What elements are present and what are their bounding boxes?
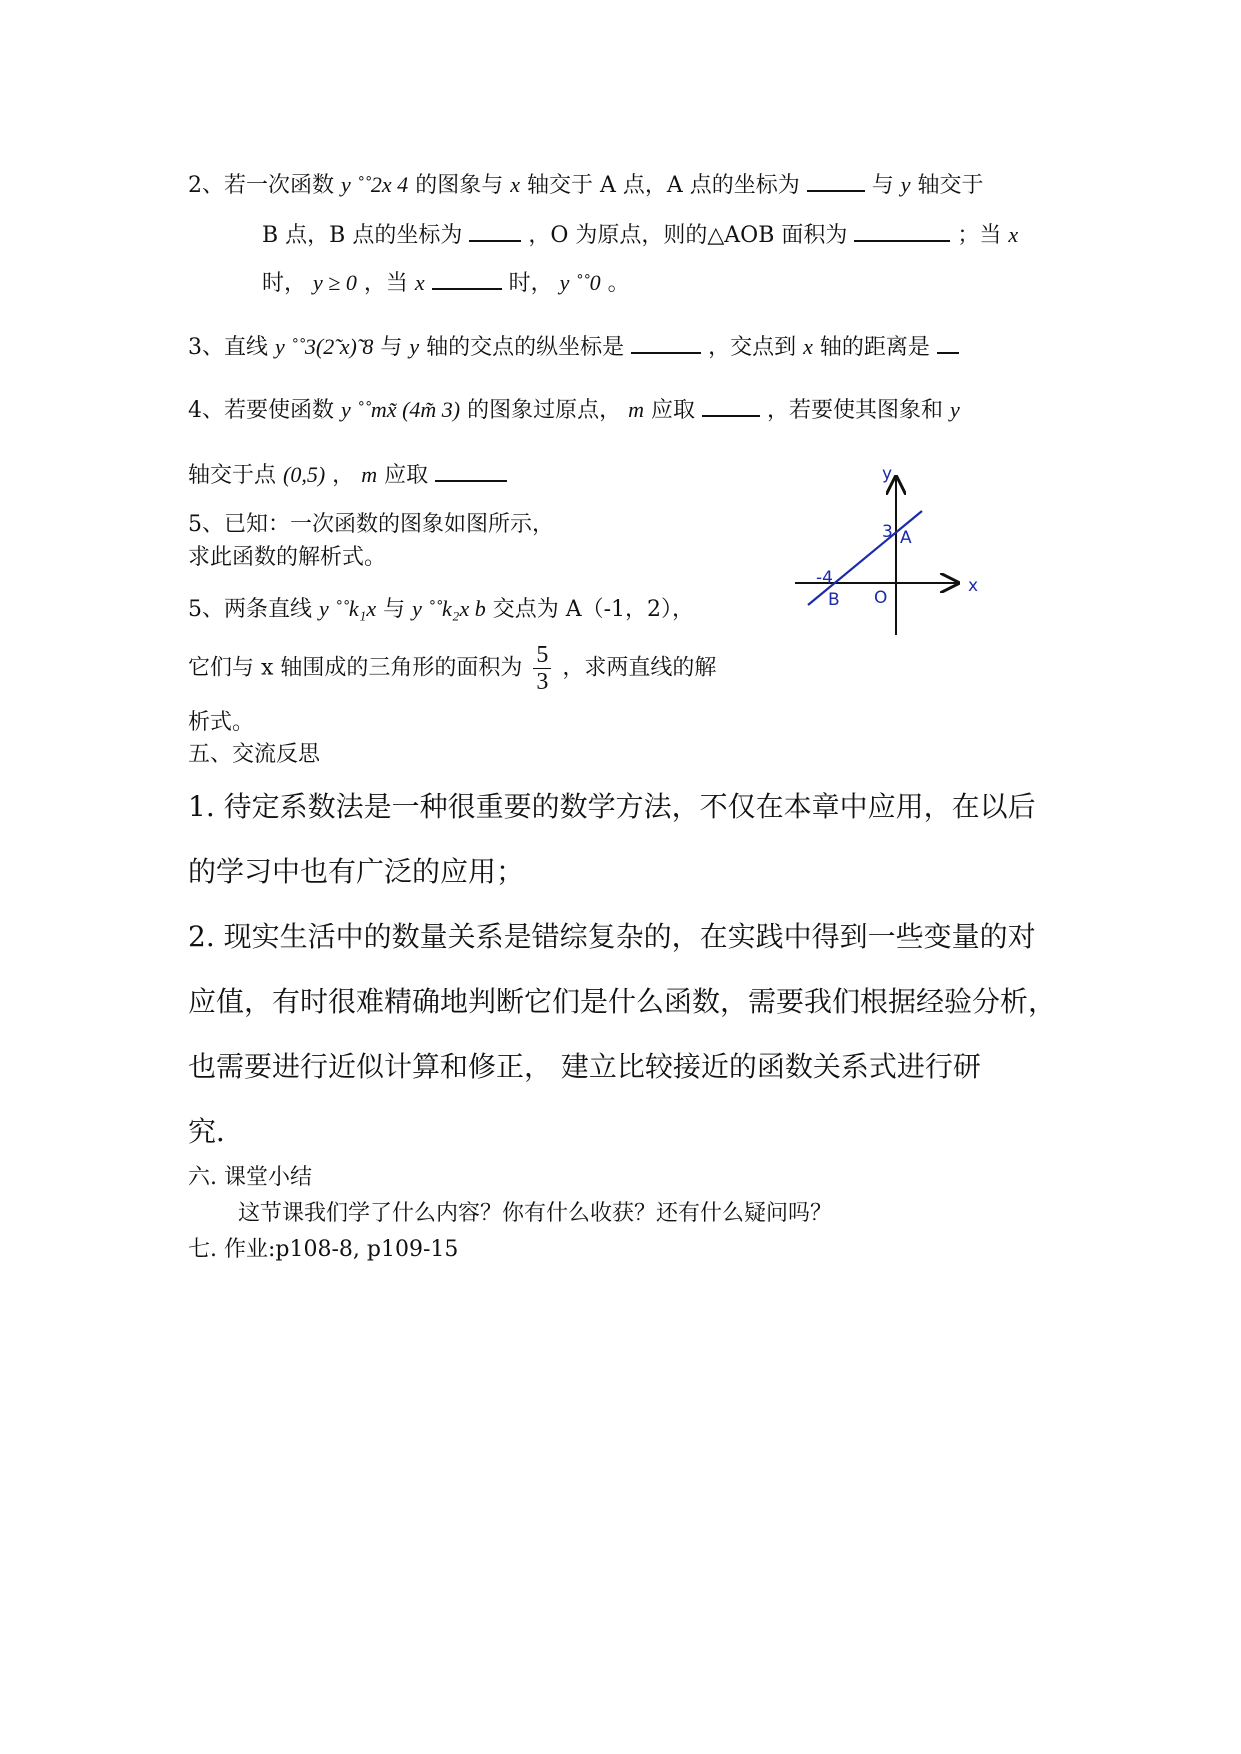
q5b-line-2: 它们与 x 轴围成的三角形的面积为 $\frac{5}{3}$ ，求两直线的解: [188, 642, 717, 695]
x-axis-label: x: [968, 576, 979, 596]
section5-p1-line-1: 1. 待定系数法是一种很重要的数学方法，不仅在本章中应用，在以后: [188, 790, 1036, 823]
y-axis-label: y: [881, 465, 892, 484]
q5a-line-2: 求此函数的解析式。: [188, 545, 387, 570]
answer-blank[interactable]: [937, 332, 959, 354]
section6-text: 这节课我们学了什么内容？你有什么收获？还有什么疑问吗？: [238, 1201, 833, 1226]
answer-blank[interactable]: [702, 395, 760, 417]
point-a-label: A: [900, 528, 912, 548]
fraction: $\frac{5}{3}$: [533, 642, 551, 695]
q2-equation: y ˚˚2x 4: [341, 172, 409, 197]
section6-title: 六. 课堂小结: [188, 1165, 312, 1190]
x-intercept-label: -4: [816, 568, 833, 588]
section5-p2-line-4: 究．: [188, 1115, 245, 1148]
answer-blank[interactable]: [435, 460, 507, 482]
y-intercept-label: 3: [882, 522, 893, 542]
section5-title: 五、交流反思: [188, 742, 321, 767]
answer-blank[interactable]: [854, 220, 950, 242]
homework: 七. 作业:p108-8, p109-15: [188, 1237, 459, 1262]
answer-blank[interactable]: [631, 332, 701, 354]
section5-p2-line-3: 也需要进行近似计算和修正， 建立比较接近的函数关系式进行研: [188, 1050, 981, 1083]
q2-line-2: B 点，B 点的坐标为 ，O 为原点，则的△AOB 面积为 ；当 x: [262, 222, 1019, 248]
q2-line-3: 时， y ≥ 0 ，当 x 时， y ˚˚0 。: [262, 270, 630, 296]
linear-function-graph: [790, 465, 990, 645]
q3-equation: y ˚˚3(2̃ x)̃ 8: [275, 334, 374, 359]
q4-line-1: 4、若要使函数 y ˚˚mx̃ (4m̃ 3) 的图象过原点， m 应取 ，若要使其图象和 y: [188, 397, 960, 423]
q5a-line-1: 5、已知：一次函数的图象如图所示，: [188, 512, 554, 537]
q4-line-2: 轴交于点 (0,5) ， m 应取: [188, 458, 507, 489]
q3-line: 3、直线 y ˚˚3(2̃ x)̃ 8 与 y 轴的交点的纵坐标是 ，交点到 x 轴的距离是: [188, 330, 959, 361]
q5b-line-3: 析式。: [188, 710, 255, 735]
point-b-label: B: [828, 590, 840, 610]
answer-blank[interactable]: [469, 220, 521, 242]
origin-label: O: [874, 588, 888, 608]
section5-p2-line-1: 2. 现实生活中的数量关系是错综复杂的，在实践中得到一些变量的对: [188, 920, 1036, 953]
q2-line-1: 2、若一次函数 y ˚˚2x 4 的图象与 x 轴交于 A 点，A 点的坐标为 与 y 轴交于: [188, 172, 984, 198]
section5-p1-line-2: 的学习中也有广泛的应用；: [188, 855, 525, 888]
answer-blank[interactable]: [807, 170, 865, 192]
section5-p2-line-2: 应值，有时很难精确地判断它们是什么函数，需要我们根据经验分析，: [188, 985, 1057, 1018]
q4-equation: y ˚˚mx̃ (4m̃ 3): [341, 397, 461, 422]
q5b-line-1: 5、两条直线 y ˚˚k₁x 与 y ˚˚k₂x b 交点为 A（-1，2），: [188, 596, 695, 622]
answer-blank[interactable]: [432, 268, 502, 290]
function-line: [808, 511, 922, 605]
